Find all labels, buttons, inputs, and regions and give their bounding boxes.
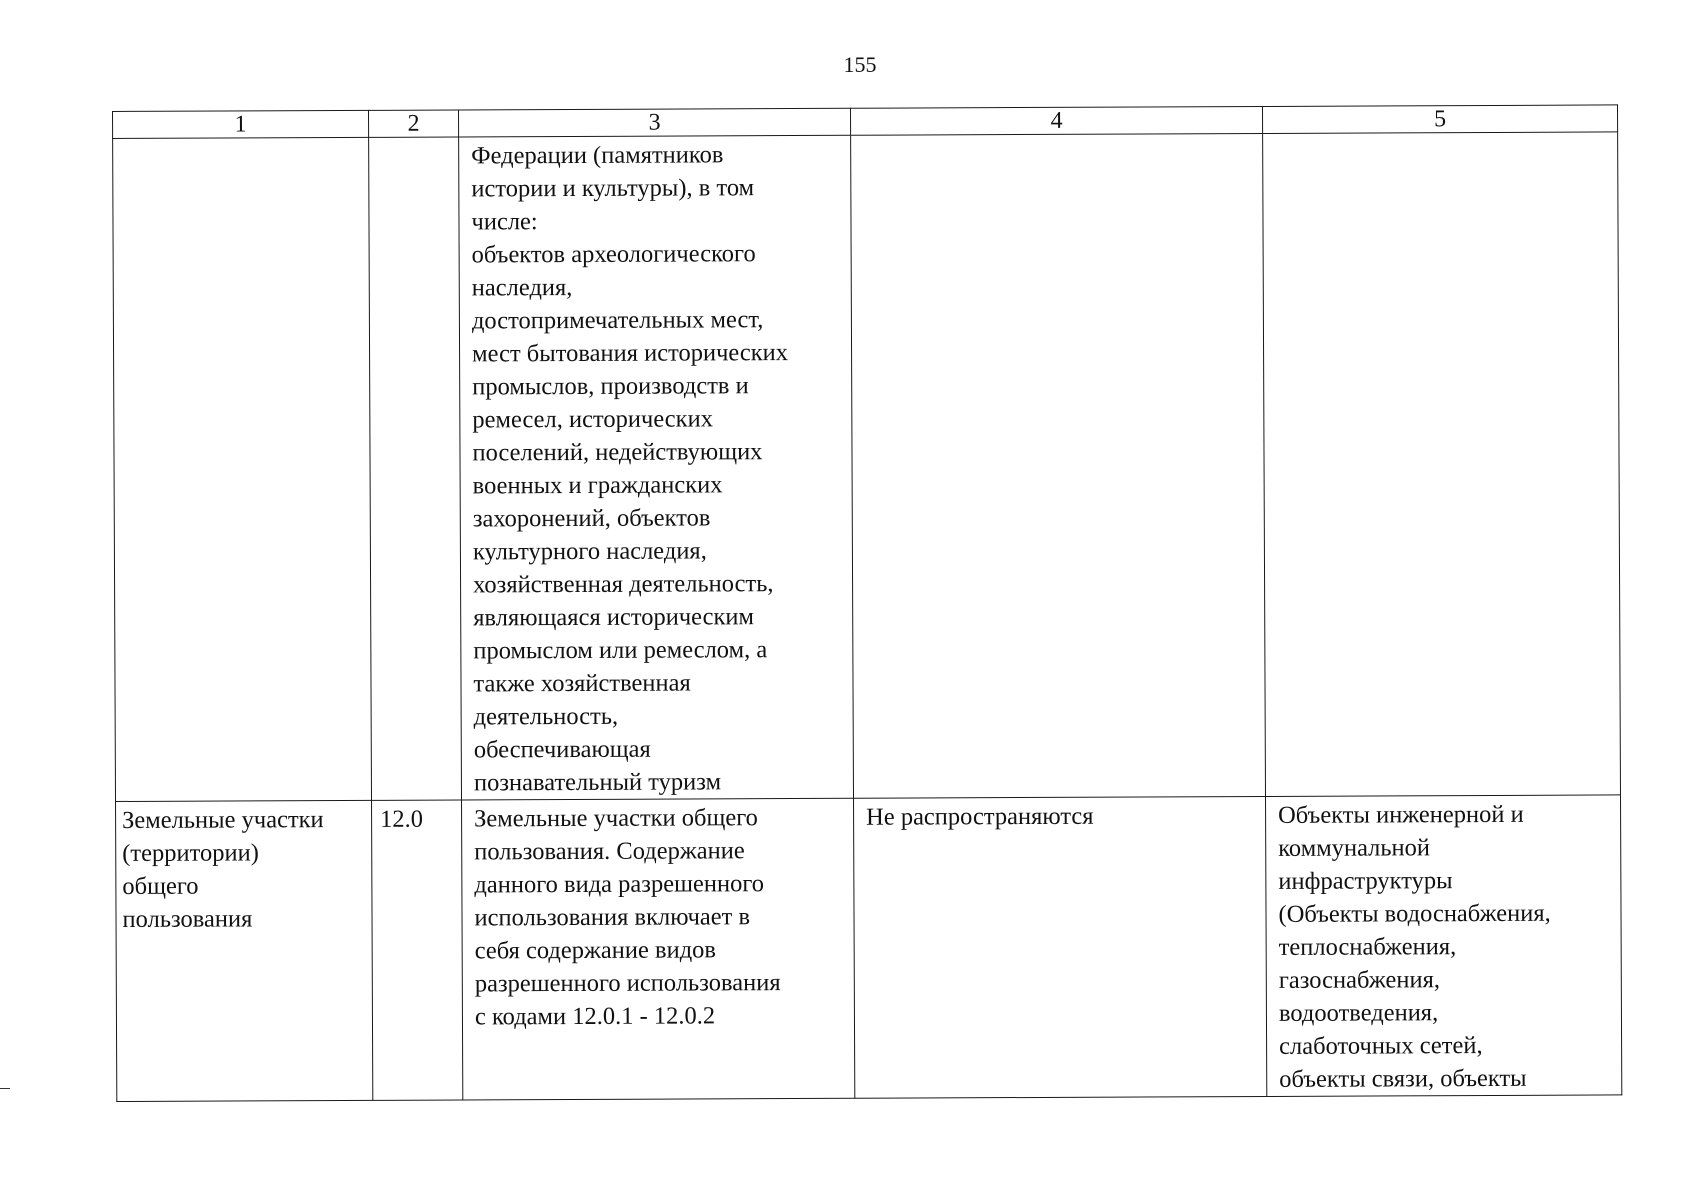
page-number: 155 (843, 52, 877, 77)
cell-description: Земельные участки общего пользования. Содержание данного вида разрешенного использования включает в себя содержание видов разрешенного использования с кодами 12.0.1 - 12.0.2 (462, 798, 855, 1100)
column-number-2: 2 (368, 110, 458, 137)
cell-land-use-name (113, 137, 372, 801)
cell-land-use-name: Земельные участки (территории) общего пользования (116, 800, 373, 1101)
cell-code (369, 137, 462, 800)
land-use-table (112, 104, 1622, 1102)
column-number-5: 5 (1262, 105, 1617, 134)
column-number-1: 1 (113, 110, 369, 138)
margin-scan-mark (0, 1088, 10, 1089)
table-row (116, 795, 1622, 1102)
cell-limits: Не распространяются (854, 796, 1267, 1098)
cell-limits (851, 133, 1266, 798)
cell-description: Федерации (памятников истории и культуры), в том числе: объектов археологического наследия, достопримечательных мест, мест бытования исторических промыслов, производств и ремесел, исторических поселений, недействующих военных и гражданских захоронений, объектов культурного наследия, хозяйственная деятельность, являющаяся историческим промыслом или ремеслом, а также хозяйственная деятельность, обеспечивающая познавательный туризм (459, 135, 854, 800)
column-number-3: 3 (458, 108, 850, 137)
cell-objects (1263, 132, 1621, 797)
cell-objects: Объекты инженерной и коммунальной инфраструктуры (Объекты водоснабжения, теплоснабжения, газоснабжения, водоотведения, слаботочных сетей, объекты связи, объекты (1266, 795, 1622, 1097)
column-number-4: 4 (850, 106, 1262, 135)
cell-code: 12.0 (372, 800, 463, 1100)
table-row (113, 132, 1621, 802)
